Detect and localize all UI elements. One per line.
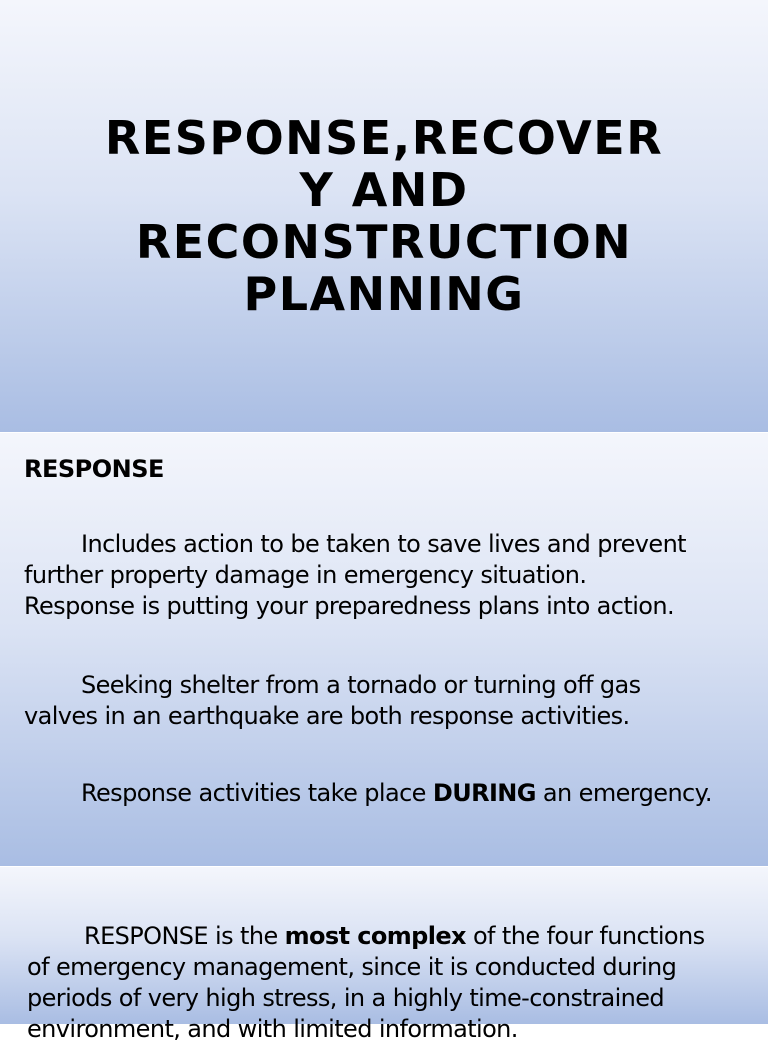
title-line-4: PLANNING: [243, 267, 525, 321]
paragraph-text: of the four functions: [465, 922, 705, 950]
paragraph-timing: [24, 778, 712, 809]
response-slide: [0, 432, 768, 866]
paragraph-line: periods of very high stress, in a highly time-constrained: [27, 984, 665, 1012]
emphasis-text: DURING: [432, 779, 536, 807]
paragraph-line: [24, 778, 712, 809]
paragraph-line: [24, 670, 641, 701]
title-line-1: RESPONSE,RECOVER: [104, 111, 664, 165]
paragraph-text: an emergency.: [535, 779, 712, 807]
section-heading: RESPONSE: [24, 455, 164, 483]
slide-title: [0, 0, 768, 432]
paragraph-line: valves in an earthquake are both response activities.: [24, 702, 630, 730]
paragraph-complexity: [27, 921, 705, 1045]
title-line-2: Y AND: [299, 163, 469, 217]
paragraph-definition: [24, 529, 686, 622]
paragraph-text: Seeking shelter from a tornado or turning off gas: [81, 671, 641, 699]
paragraph-line: of emergency management, since it is conducted during: [27, 953, 677, 981]
complexity-slide: [0, 866, 768, 1043]
paragraph-line: [27, 921, 705, 952]
title-slide: [0, 0, 768, 432]
paragraph-line: Response is putting your preparedness plans into action.: [24, 592, 674, 620]
paragraph-examples: [24, 670, 641, 732]
paragraph-text: Includes action to be taken to save lives and prevent: [81, 530, 686, 558]
emphasis-text: most complex: [284, 922, 466, 950]
paragraph-text: RESPONSE is the: [84, 922, 285, 950]
paragraph-text: Response activities take place: [81, 779, 433, 807]
title-line-3: RECONSTRUCTION: [135, 215, 633, 269]
paragraph-line: [24, 529, 686, 560]
paragraph-line: environment, and with limited information.: [27, 1015, 518, 1043]
paragraph-line: further property damage in emergency situation.: [24, 561, 587, 589]
